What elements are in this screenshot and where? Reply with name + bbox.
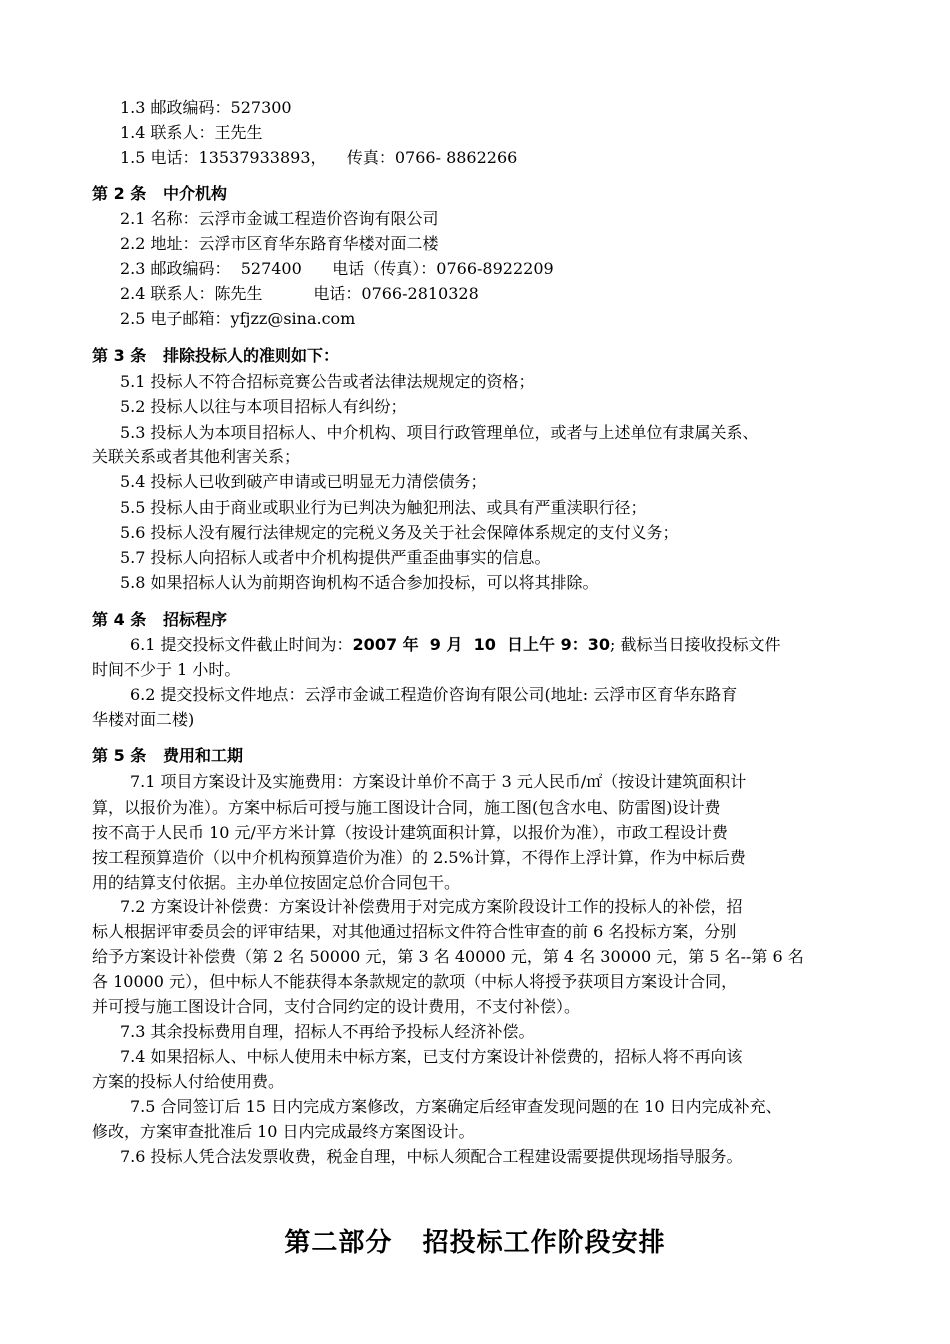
item-7-3: 7.3 其余投标费用自理，招标人不再给予投标人经济补偿。	[120, 1022, 535, 1041]
item-2-5: 2.5 电子邮箱：yfjzz@sina.com	[120, 309, 356, 328]
item-6-1-suffix: ; 截标当日接收投标文件	[610, 635, 781, 654]
item-6-1	[130, 632, 781, 657]
section-4-heading: 第 4 条 招标程序	[92, 610, 227, 629]
item-5-3: 5.3 投标人为本项目招标人、中介机构、项目行政管理单位，或者与上述单位有隶属关系、	[120, 423, 759, 442]
item-1-3: 1.3 邮政编码：527300	[120, 98, 292, 117]
item-5-4: 5.4 投标人已收到破产申请或已明显无力清偿债务；	[120, 472, 487, 491]
deadline-datetime: 2007 年 9 月 10 日上午 9：30	[352, 635, 611, 654]
item-7-2-line-3: 给予方案设计补偿费（第 2 名 50000 元，第 3 名 40000 元，第 4 名 30000 元，第 5 名--第 6 名	[92, 947, 804, 966]
item-7-6: 7.6 投标人凭合法发票收费，税金自理，中标人须配合工程建设需要提供现场指导服务。	[120, 1147, 743, 1166]
item-5-8: 5.8 如果招标人认为前期咨询机构不适合参加投标，可以将其排除。	[120, 573, 599, 592]
item-7-2-line-5: 并可授与施工图设计合同，支付合同约定的设计费用，不支付补偿）。	[92, 997, 581, 1016]
item-7-1-line-4: 按工程预算造价（以中介机构预算造价为准）的 2.5%计算，不得作上浮计算，作为中标后费	[92, 848, 746, 867]
item-7-5-line-2: 修改，方案审查批准后 10 日内完成最终方案图设计。	[92, 1122, 475, 1141]
section-5-heading: 第 5 条 费用和工期	[92, 746, 243, 765]
item-7-1-line-1: 7.1 项目方案设计及实施费用：方案设计单价不高于 3 元人民币/㎡（按设计建筑面积计	[130, 772, 747, 791]
item-2-3: 2.3 邮政编码： 527400 电话（传真）：0766-8922209	[120, 259, 554, 278]
item-6-2-cont: 华楼对面二楼)	[92, 710, 195, 729]
item-6-2: 6.2 提交投标文件地点：云浮市金诚工程造价咨询有限公司(地址: 云浮市区育华东路育	[130, 685, 738, 704]
item-5-5: 5.5 投标人由于商业或职业行为已判决为触犯刑法、或具有严重渎职行径；	[120, 498, 647, 517]
item-7-1-line-5: 用的结算支付依据。主办单位按固定总价合同包干。	[92, 873, 461, 892]
item-7-2-line-4: 各 10000 元），但中标人不能获得本条款规定的款项（中标人将授予获项目方案设计合同，	[92, 972, 738, 991]
item-1-5: 1.5 电话：13537933893， 传真：0766- 8862266	[120, 148, 518, 167]
item-7-2-line-2: 标人根据评审委员会的评审结果，对其他通过招标文件符合性审查的前 6 名投标方案，分别	[92, 922, 737, 941]
item-5-1: 5.1 投标人不符合招标竞赛公告或者法律法规规定的资格；	[120, 372, 535, 391]
item-5-6: 5.6 投标人没有履行法律规定的完税义务及关于社会保障体系规定的支付义务；	[120, 523, 679, 542]
item-6-1-cont: 时间不少于 1 小时。	[92, 660, 241, 679]
item-2-2: 2.2 地址：云浮市区育华东路育华楼对面二楼	[120, 234, 439, 253]
item-2-1: 2.1 名称：云浮市金诚工程造价咨询有限公司	[120, 209, 439, 228]
item-5-3-cont: 关联关系或者其他利害关系；	[92, 447, 301, 466]
section-2-heading: 第 2 条 中介机构	[92, 184, 227, 203]
item-7-4-line-2: 方案的投标人付给使用费。	[92, 1072, 285, 1091]
item-1-4: 1.4 联系人：王先生	[120, 123, 263, 142]
item-5-7: 5.7 投标人向招标人或者中介机构提供严重歪曲事实的信息。	[120, 548, 551, 567]
item-6-1-prefix: 6.1 提交投标文件截止时间为：	[130, 635, 353, 654]
item-7-1-line-3: 按不高于人民币 10 元/平方米计算（按设计建筑面积计算，以报价为准），市政工程设计费	[92, 823, 728, 842]
item-5-2: 5.2 投标人以往与本项目招标人有纠纷；	[120, 397, 407, 416]
item-7-4-line-1: 7.4 如果招标人、中标人使用未中标方案，已支付方案设计补偿费的，招标人将不再向该	[120, 1047, 743, 1066]
section-3-heading: 第 3 条 排除投标人的准则如下：	[92, 346, 339, 365]
item-2-4: 2.4 联系人：陈先生 电话：0766-2810328	[120, 284, 479, 303]
item-7-2-line-1: 7.2 方案设计补偿费：方案设计补偿费用于对完成方案阶段设计工作的投标人的补偿，招	[120, 897, 743, 916]
item-7-1-line-2: 算，以报价为准）。方案中标后可授与施工图设计合同，施工图(包含水电、防雷图)设计费	[92, 798, 721, 817]
item-7-5-line-1: 7.5 合同签订后 15 日内完成方案修改，方案确定后经审查发现问题的在 10 日内完成补充、	[130, 1097, 782, 1116]
part-two-title: 第二部分 招投标工作阶段安排	[284, 1228, 666, 1258]
